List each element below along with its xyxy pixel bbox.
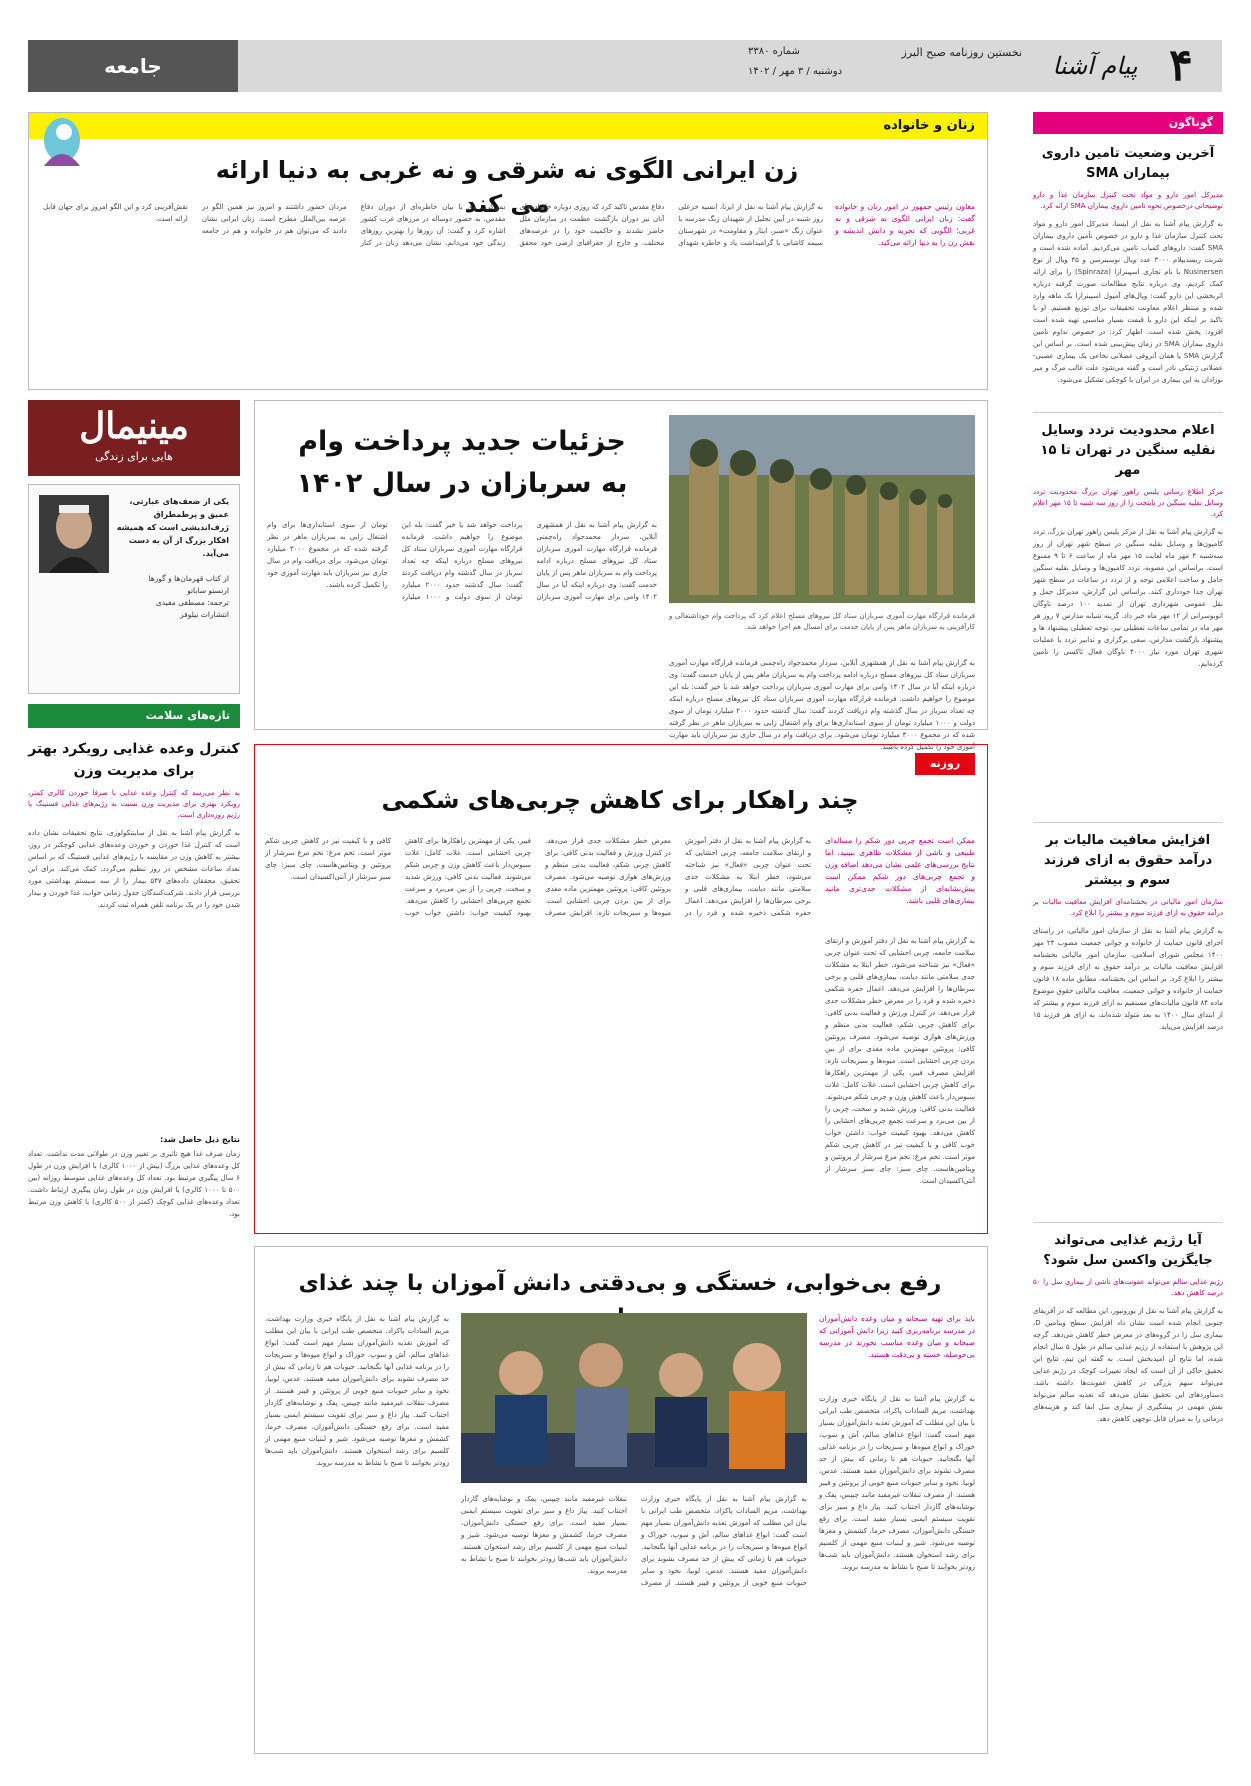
article-body-continued: به گزارش پیام آشنا به نقل از پایگاه خبری وزارت بهداشت، مریم السادات پاکزاد، متخصص طب ایرانی با بیان این مطلب که آموزش تغذیه دانش‌آموزان بسیار مهم است گفت: انواع غذاهای سالم، آش و سوپ، خوراک و انواع میوه‌ها و سبزیجات را در برنامه غذایی آنها بگنجانید. حبوبات هم تا زمانی که بیش از حد مصرف نشوند برای دانش‌آموزان مفید هستند. عدس، لوبیا، نخود و سایر حبوبات منبع خوبی از پروتئین و فیبر هستند. از مصرف تنقلات غیرمفید مانند چیپس، پفک و نوشابه‌های گازدار اجتناب کنید. پیاز داغ و سیر برای تقویت سیستم ایمنی بسیار مفید است. برای رفع خستگی دانش‌آموزان، مصرف خرما، کشمش و مغزها توصیه می‌شود. شیر و لبنیات منبع مهمی از کلسیم برای رشد استخوان هستند. دانش‌آموزان باید شب‌ها زودتر بخوابند تا صبح با نشاط به مدرسه بروند.: [265, 1315, 449, 1467]
author-portrait: [39, 495, 109, 573]
masthead: [28, 40, 1222, 92]
book-translator: ترجمه: مصطفی مفیدی: [155, 598, 229, 607]
article-lead: معاون رئیس جمهور در امور زنان و خانواده گفت: زنان ایرانی الگوی نه شرقی و نه غربی؛ الگویی که تجربه و دانش اندیشه و نقش زن را به دنیا ارائه می‌کند.: [835, 202, 975, 247]
health-title: کنترل وعده غذایی رویکرد بهتر برای مدیریت وزن: [28, 741, 240, 779]
sidebar-article-3: [1033, 822, 1223, 1225]
article-body: به گزارش پیام آشنا به نقل از همشهری آنلاین، سردار محمدجواد راه‌چمنی فرمانده قرارگاه مهارت آموزی سربازان ستاد کل نیروهای مسلح درباره ادامه پرداخت وام به سربازان ماهر پس از پایان خدمت گفت: وی درباره اینکه آیا در سال ۱۴۰۲ وامی برای مهارت آموزی سربازان پرداخت خواهد شد یا خیر گفت: بله این موضوع را خواهیم داشت. فرمانده قرارگاه مهارت آموزی سربازان ستاد کل نیروهای مسلح درباره اینکه چه تعداد سرباز در سال گذشته وام دریافت کردند گفت: سال گذشته حدود ۲۰۰۰ میلیارد تومان از سوی دولت و ۱۰۰۰ میلیارد تومان از سوی استانداری‌ها برای وام اشتغال زایی به سربازان ماهر در نظر گرفته شده که در مجموع ۳۰۰۰ میلیارد تومان می‌شود. برای دریافت وام در سال جاری نیز سربازان باید مهارت آموزی خود را تکمیل کرده باشند.: [267, 521, 657, 601]
students-article: [254, 1246, 988, 1754]
section-label: زنان و خانواده: [29, 113, 987, 139]
issue-number: شماره ۳۳۸۰: [748, 46, 800, 57]
women-family-article: [28, 112, 988, 390]
sidebar-article-body: به گزارش پیام آشنا به نقل از ایسنا، مدیرکل امور دارو و مواد تحت کنترل سازمان غذا و دارو در خصوص تأمین داروی بیماران SMA گفت: داروهای کمیاب تامین می‌کردیم. آماده شده است و شربت ریسدیپلام ۳۰۰۰ عدد ویال نوسینرسن و ۳۵ ویال از نوع Nusinersen با نام تجاری اسپینرازا (Spinraza) را برای ارائه کمک کردیم. وی درباره نتایج مطالعات صورت گرفته درباره اثربخشی این دارو گفت: ویال‌های آمپول اسپینرازا یک ماهه وارد شده و منتظر اعلام معاونت تحقیقات برای توزیع هستیم. او با تاکید بر اینکه این دارو با قیمت بسیار مناسبی تهیه شده است افزود: پخش شده است. اظهار کرد: در خصوص تداوم تامین داروی بیماران SMA در زمان پیش‌بینی شده است. بر اساس این گزارش SMA یا همان آتروفی عضلانی نخاعی یک بیماری عصبی-عضلانی ژنتیکی نادر است و گفته می‌شود علت غالب مرگ و میر نوزادان به این بیماری در ایران با کوچکی تشکیل می‌شود.: [1033, 220, 1224, 384]
newspaper-tagline: نخستین روزنامه صبح البرز: [901, 46, 1022, 59]
belly-fat-article: [254, 744, 988, 1234]
minimal-quote: یکی از ضعف‌های عبارتی، عمیق و پرطمطراق ژرف‌اندیشی است که همیشه افکار بزرگ از آن به دست می‌آید.: [116, 497, 229, 558]
results-body: زمان صرف غذا هیچ تاثیری بر تغییر وزن در طولانی مدت نداشت. تعداد کل وعده‌های غذایی بزرگ (بیش از ۱۰۰۰ کالری) با افزایش وزن در طول ۶ سال پیگیری مرتبط بود. تعداد کل وعده‌های غذایی متوسط روزانه (بین ۵۰۰ تا ۱۰۰۰ کالری) با افزایش وزن در طول زمان پیگیری ارتباط داشت. تعداد وعده‌های غذایی کوچک (کمتر از ۵۰۰ کالری) با کاهش وزن مرتبط بود.: [28, 1150, 241, 1218]
sidebar-article-1: [1033, 144, 1223, 408]
sidebar-article-title: اعلام محدودیت تردد وسایل نقلیه سنگین در تهران تا ۱۵ مهر: [1040, 423, 1216, 478]
soldiers-article: [254, 400, 988, 751]
article-lead: ممکن است تجمع چربی دور شکم را مساله‌ای طبیعی و ناشی از مشکلات ظاهری ببینید، اما نتایج بررسی‌های علمی نشان می‌دهد اضافه وزن و تجمع چربی‌های دور شکم ممکن است پیش‌نشانه‌ای از مشکلات جدی‌تری مانند بیماری‌های قلبی باشد.: [825, 836, 975, 905]
photo-caption: فرمانده قرارگاه مهارت آموزی سربازان ستاد کل نیروهای مسلح اعلام کرد که پرداخت وام خوداشتغالی و کارآفرینی به سربازان ماهر پس از پایان خدمت برای امسال هم اجرا خواهد شد.: [669, 612, 975, 631]
article-body: به گزارش پیام آشنا به نقل از دفتر آموزش و ارتقای سلامت جامعه، چربی احشایی که تحت عنوان چربی «فعال» نیز شناخته می‌شود، خطر ابتلا به مشکلات جدی سلامتی مانند دیابت، بیماری‌های قلبی و برخی سرطان‌ها را افزایش می‌دهد. اعمال حفره شکمی ذخیره شده و فرد را در معرض خطر مشکلات جدی قرار می‌دهد. در کنترل ورزش و فعالیت بدنی کافی: برای کاهش چربی شکم، فعالیت بدنی منظم و ورزش‌های هوازی توصیه می‌شود. مصرف پروتئین کافی: پروتئین مهمترین ماده مغذی برای از بین بردن چربی احشایی است. میوه‌ها و سبزیجات تازه: افزایش مصرف فیبر، یکی از مهمترین راهکارها برای کاهش چربی احشایی است. غلات کامل: غلات سبوس‌دار باعث کاهش وزن و چربی شکم می‌شوند. فعالیت بدنی کافی: ورزش شدید و سخت، چربی را از بین می‌برد و سرعت تجمع چربی‌های احشایی را کاهش می‌دهد. بهبود کیفیت خواب: داشتن خواب خوب کافی و با کیفیت نیز در کاهش چربی شکم موثر است. تخم مرغ: تخم مرغ سرشار از پروتئین و ویتامین‌هاست. چای سبز: چای سبز سرشار از آنتی‌اکسیدان است.: [265, 837, 811, 917]
minimal-subtitle: هایی برای زندگی: [95, 450, 173, 463]
article-body: به گزارش پیام آشنا به نقل از ایرنا، انسیه خزعلی روز شنبه در آیین تجلیل از شهیدان زنگ مدرسه با عنوان زنگ «صبر، ایثار و مقاومت» در شهرستان سیمه کاشانی با گرامیداشت یاد و خاطره شهدای دفاع مقدس تاکید کرد که روزی دوباره خانواده‌های آنان نیز دوران بازگشت عظمت در سازمان ملل حاضر نشدند و حاکمیت خود را در عرصه‌های مختلف. و خارج از جغرافیای ارضی خود محقق نمی‌کرد. وی با بیان خاطره‌ای از دوران دفاع مقدس، به حضور دوساله در مرزهای غرب کشور اشاره کرد و گفت: آن روزها را بهترین روزهای زندگی خود می‌دانم. نشان می‌دهد زنان در کنار مردان حضور داشتند و امروز نیز همین الگو در عرصه بین‌الملل مطرح است. زنان ایرانی نشان دادند که می‌توان هم در خانواده و هم در جامعه نقش‌آفرینی کرد و این الگو امروز برای جهان قابل ارائه است.: [43, 203, 823, 247]
article-lead: باید برای تهیه صبحانه و میان وعده دانش‌آموزان در مدرسه برنامه‌ریزی کنید زیرا دانش آموزانی که صبحانه و میان وعده مناسب نخورند در مدرسه بی‌حوصله، خسته و بی‌دقت هستند.: [819, 1314, 975, 1359]
marching-soldiers-image: [669, 415, 975, 603]
article-body: به گزارش پیام آشنا به نقل از پایگاه خبری وزارت بهداشت، مریم السادات پاکزاد، متخصص طب ایرانی با بیان این مطلب که آموزش تغذیه دانش‌آموزان بسیار مهم است گفت: انواع غذاهای سالم، آش و سوپ، خوراک و انواع میوه‌ها و سبزیجات را در برنامه غذایی آنها بگنجانید. حبوبات هم تا زمانی که بیش از حد مصرف نشوند برای دانش‌آموزان مفید هستند. عدس، لوبیا، نخود و سایر حبوبات منبع خوبی از پروتئین و فیبر هستند. از مصرف تنقلات غیرمفید مانند چیپس، پفک و نوشابه‌های گازدار اجتناب کنید. پیاز داغ و سیر برای تقویت سیستم ایمنی بسیار مفید است. برای رفع خستگی دانش‌آموزان، مصرف خرما، کشمش و مغزها توصیه می‌شود. شیر و لبنیات منبع مهمی از کلسیم برای رشد استخوان هستند. دانش‌آموزان باید شب‌ها زودتر بخوابند تا صبح با نشاط به مدرسه بروند.: [461, 1495, 807, 1587]
sidebar-article-lead: رژیم غذایی سالم می‌تواند عفونت‌های ناشی از بیماری سل را ۵۰ درصد کاهش دهد.: [1033, 1278, 1223, 1297]
article-body-start: به گزارش پیام آشنا به نقل از همشهری آنلاین، سردار محمدجواد راه‌چمنی فرمانده قرارگاه مهارت آموزی سربازان ستاد کل نیروهای مسلح درباره ادامه پرداخت وام به سربازان ماهر پس از پایان خدمت گفت: وی درباره اینکه آیا در سال ۱۴۰۲ وامی برای مهارت آموزی سربازان پرداخت خواهد شد یا خیر گفت: بله این موضوع را خواهیم داشت. فرمانده قرارگاه مهارت آموزی سربازان ستاد کل نیروهای مسلح درباره اینکه چه تعداد سرباز در سال گذشته وام دریافت کردند گفت: سال گذشته حدود ۲۰۰۰ میلیارد تومان از سوی دولت و ۱۰۰۰ میلیارد تومان از سوی استانداری‌ها برای وام اشتغال زایی به سربازان ماهر در نظر گرفته شده که در مجموع ۳۰۰۰ میلیارد تومان می‌شود. برای دریافت وام در سال جاری نیز سربازان باید مهارت آموزی خود را تکمیل کرده باشند.: [669, 659, 975, 751]
health-news: [28, 704, 240, 1754]
article-body-start: به گزارش پیام آشنا به نقل از پایگاه خبری وزارت بهداشت، مریم السادات پاکزاد، متخصص طب ایرانی با بیان این مطلب که آموزش تغذیه دانش‌آموزان بسیار مهم است گفت: انواع غذاهای سالم، آش و سوپ، خوراک و انواع میوه‌ها و سبزیجات را در برنامه غذایی آنها بگنجانید. حبوبات هم تا زمانی که بیش از حد مصرف نشوند برای دانش‌آموزان مفید هستند. عدس، لوبیا، نخود و سایر حبوبات منبع خوبی از پروتئین و فیبر هستند. از مصرف تنقلات غیرمفید مانند چیپس، پفک و نوشابه‌های گازدار اجتناب کنید. پیاز داغ و سیر برای تقویت سیستم ایمنی بسیار مفید است. برای رفع خستگی دانش‌آموزان، مصرف خرما، کشمش و مغزها توصیه می‌شود. شیر و لبنیات منبع مهمی از کلسیم برای رشد استخوان هستند. دانش‌آموزان باید شب‌ها زودتر بخوابند تا صبح با نشاط به مدرسه بروند.: [819, 1395, 975, 1571]
sidebar-article-title: افزایش معافیت مالیات بر درآمد حقوق به ازای فرزند سوم و بیشتر: [1043, 833, 1213, 888]
sidebar: [1033, 112, 1223, 1752]
students-photo: [461, 1313, 807, 1483]
students-eating-image: [461, 1313, 807, 1483]
sidebar-article-2: [1033, 412, 1223, 766]
article-body-start: به گزارش پیام آشنا به نقل از دفتر آموزش و ارتقای سلامت جامعه، چربی احشایی که تحت عنوان چربی «فعال» نیز شناخته می‌شود، خطر ابتلا به مشکلات جدی سلامتی مانند دیابت، بیماری‌های قلبی و برخی سرطان‌ها را افزایش می‌دهد. اعمال حفره شکمی ذخیره شده و فرد را در معرض خطر مشکلات جدی قرار می‌دهد. در کنترل ورزش و فعالیت بدنی کافی: برای کاهش چربی شکم، فعالیت بدنی منظم و ورزش‌های هوازی توصیه می‌شود. مصرف پروتئین کافی: پروتئین مهمترین ماده مغذی برای از بین بردن چربی احشایی است. میوه‌ها و سبزیجات تازه: افزایش مصرف فیبر، یکی از مهمترین راهکارها برای کاهش چربی احشایی است. غلات کامل: غلات سبوس‌دار باعث کاهش وزن و چربی شکم می‌شوند. فعالیت بدنی کافی: ورزش شدید و سخت، چربی را از بین می‌برد و سرعت تجمع چربی‌های احشایی را کاهش می‌دهد. بهبود کیفیت خواب: داشتن خواب خوب کافی و با کیفیت نیز در کاهش چربی شکم موثر است. تخم مرغ: تخم مرغ سرشار از پروتئین و ویتامین‌هاست. چای سبز: چای سبز سرشار از آنتی‌اکسیدان است.: [825, 937, 975, 1185]
minimal-banner: [28, 400, 240, 476]
sidebar-article-title: آخرین وضعیت تامین داروی بیماران SMA: [1041, 146, 1215, 181]
sidebar-article-body: به گزارش پیام آشنا به نقل از سازمان امور مالیاتی، در راستای اجرای قانون حمایت از خانواده و جوانی جمعیت مصوب ۲۴ مهر ۱۴۰۰ مجلس شورای اسلامی، سازمان امور مالیاتی بخشنامه افزایش معافیت مالیات بر درآمد حقوق به ازای فرزند سوم و بیشتر را ابلاغ کرد. بر اساس این بخشنامه، مطابق ماده ۱۸ قانون حمایت از خانواده و جوانی جمعیت، معافیت مالیاتی حقوق موضوع ماده ۸۴ قانون مالیات‌های مستقیم به ازای فرزند سوم و بیشتر که از ابتدای سال ۱۴۰۰ به بعد متولد شده‌اند، به ازای هر فرزند ۱۵ درصد افزایش می‌یابد.: [1033, 927, 1223, 1031]
article-title: رفع بی‌خوابی، خستگی و بی‌دقتی دانش آموزان با چند غذای: [298, 1271, 942, 1296]
article-title-line-2: به سربازان در سال ۱۴۰۲: [296, 468, 628, 499]
health-body: به گزارش پیام آشنا به نقل از ساینتکولوزی، نتایج تحقیقات نشان داده است که کنترل غذا خوردن و خوردن وعده‌های غذایی کوچکتر در روز، بیشتر به کاهش وزن در مقایسه با رژیم‌های غذایی فستینگ که بر اساس تعداد ساعات مشخص در روز تنظیم می‌گردد، کمک می‌کند. برای این تحقیق، محققان داده‌های ۵۴۷ بیمار را از سه سیستم بهداشتی مورد بررسی قرار دادند. شرکت‌کنندگان جدول زمانی خواب، غذا خوردن و بیدار شدن خود را در یک برنامه تلفن همراه ثبت کردند.: [28, 829, 240, 909]
page-number: ۴: [1169, 40, 1193, 91]
sidebar-article-title: آیا رژیم غذایی می‌تواند جایگزین واکسن سل شود؟: [1043, 1233, 1213, 1268]
issue-date: دوشنبه / ۳ مهر / ۱۴۰۲: [748, 66, 843, 77]
book-author: ارنستو ساباتو: [187, 586, 229, 595]
minimal-card: [28, 484, 240, 694]
sidebar-article-body: به گزارش پیام آشنا به نقل از یورونیوز، این مطالعه که در آفریقای جنوبی انجام شده است نشان داد افزایش سطح ویتامین D، بیماری سل را در گروه‌های در معرض خطر کاهش می‌دهد. گرچه این پژوهش با استفاده از رژیم غذایی سالم در طول ۵ سال انجام شده، اما نتایج آن امیدبخش است. به گفته این تیم، نتایج این تحقیق حاکی از آن است که ایجاد تغییرات کوچک در رژیم غذایی می‌تواند سهم بزرگی در کاهش عفونت‌ها داشته باشد. دستاوردهای این تحقیق نشان می‌دهد که تغذیه سالم می‌تواند نقش مهمی در پیشگیری از بیماری سل ایفا کند و هزینه‌های درمانی را به میزان قابل توجهی کاهش دهد.: [1033, 1307, 1223, 1423]
section-title: جامعه: [28, 40, 238, 92]
health-lead: به نظر می‌رسد که کنترل وعده غذایی با صرفا خوردن کالری کمتر، رویکرد بهتری برای مدیریت وزن نسبت به رژیم‌های غذایی فستینگ یا رژیم روزه‌داری است.: [28, 789, 240, 819]
article-title: زن ایرانی الگوی نه شرقی و نه غربی به دنیا ارائه می کند: [215, 156, 799, 218]
article-title-line-1: جزئیات جدید پرداخت وام: [298, 426, 626, 457]
health-tag: تازه‌های سلامت: [28, 704, 240, 728]
results-title: نتایج ذیل حاصل شد:: [160, 1135, 240, 1144]
sidebar-article-4: [1033, 1222, 1223, 1695]
minimal-title: مینیمال: [79, 405, 189, 447]
minimal-box: [28, 400, 240, 696]
book-title: از کتاب قهرمان‌ها و گورها: [148, 574, 229, 583]
article-title: [267, 421, 657, 505]
woman-icon: [30, 112, 90, 172]
article-title: چند راهکار برای کاهش چربی‌های شکمی: [381, 786, 859, 814]
newspaper-logo: پیام آشنا: [1052, 52, 1138, 80]
sidebar-article-lead: سازمان امور مالیاتی در بخشنامه‌ای افزایش معافیت مالیات بر درآمد حقوق به ازای فرزند سوم و بیشتر را ابلاغ کرد.: [1033, 898, 1223, 917]
sidebar-article-lead: مرکز اطلاع رسانی پلیس راهور تهران بزرگ محدودیت تردد وسایل نقلیه سنگین در پایتخت را از روز سه شنبه تا ۱۵ مهر اعلام کرد.: [1033, 488, 1223, 518]
section-label: روزنه: [915, 753, 975, 775]
sidebar-tag: گوناگون: [1033, 112, 1223, 134]
sidebar-article-lead: مدیرکل امور دارو و مواد تحت کنترل سازمان غذا و دارو توضیحاتی درخصوص نحوه تامین داروی بیماران SMA ارائه کرد.: [1033, 191, 1223, 210]
sidebar-article-body: به گزارش پیام آشنا به نقل از مرکز پلیس راهور تهران بزرگ، تردد کامیون‌ها و وسایل نقلیه سنگین در سطح شهر تهران از روز سه‌شنبه ۴ مهر ماه لغایت ۱۵ مهر ماه از ساعت ۶ تا ۹ ممنوع است. براساس این مصوبه، تردد کامیون‌ها و وسایل نقلیه سنگین حامل و ساخت اعلامی توجه و از تردد در ساعات در سطح شهر تهران جدا خودداری کنند. براساس این گزارش، مدیرکل حمل و نقل عمومی شهرداری تهران از تمدید ۱۰۰ درصد ناوگان اتوبوسرانی از ۱۲ مهر ماه خبر داد. گزینه شبانه مدارس ۷ روز هر مهر ماه در تمامی ساعات تعطیلی نیز، توجه تعطیلی پیشنهاد ها و پیشنهاد بازگشت مدارس، سعی برگزاری و تدابیر تردد با عملیات شهری تهران مورد نیاز ۴۰۰۰ ناوگان فعال تاکسی را تامین کرده‌ایم.: [1033, 528, 1223, 668]
book-publisher: انتشارات نیلوفر: [180, 610, 229, 619]
soldiers-photo: [669, 415, 975, 603]
